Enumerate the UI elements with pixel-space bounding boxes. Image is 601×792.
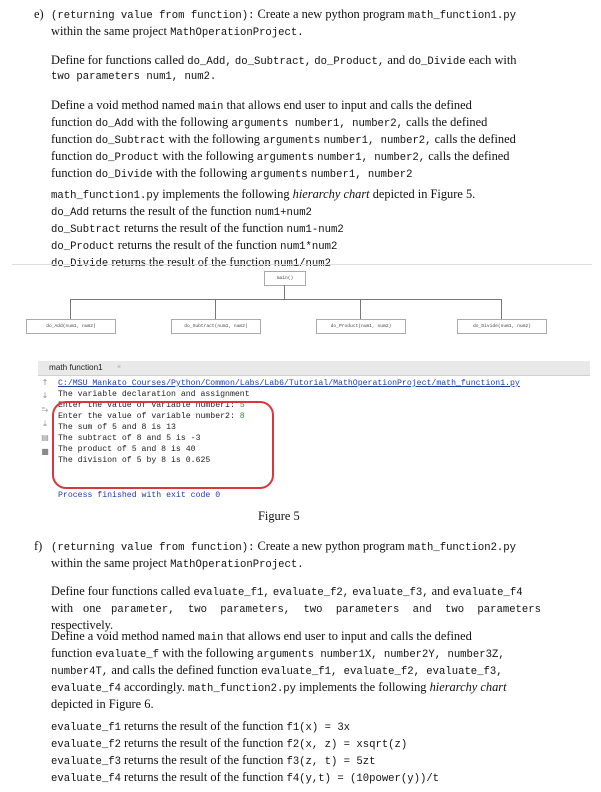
hierarchy-chart-word: hierarchy chart bbox=[292, 187, 370, 201]
with-following: with the following bbox=[136, 115, 229, 129]
hierarchy-chart-f: hierarchy chart bbox=[429, 680, 507, 694]
r1-fn: evaluate_f1 bbox=[51, 722, 121, 734]
and-calls: and calls the defined function bbox=[111, 663, 258, 677]
section-e-heading bbox=[51, 7, 541, 41]
chart-connector bbox=[70, 299, 71, 319]
console-line-7: The division of 5 by 8 is 0.625 bbox=[58, 456, 211, 465]
heading-f-text: Create a new python program bbox=[257, 539, 405, 553]
with-following-3: with the following bbox=[162, 149, 254, 163]
ret-prod-expr: num1*num2 bbox=[280, 241, 338, 253]
define-four-paragraph bbox=[51, 584, 541, 633]
depicted-fig6: depicted in Figure 6. bbox=[51, 697, 154, 711]
chart-connector bbox=[215, 299, 216, 319]
heading-text: Create a new python program bbox=[257, 7, 405, 21]
r4-expr: f4(y,t) = (10power(y))/t bbox=[286, 773, 440, 785]
ret-prod-fn: do_Product bbox=[51, 241, 115, 253]
run-console bbox=[38, 361, 590, 507]
returns-f-list bbox=[51, 719, 541, 787]
ev1: evaluate_f1, bbox=[193, 587, 270, 599]
two-params: two parameters num1, num2. bbox=[51, 71, 217, 83]
implements-tail: implements the following bbox=[162, 187, 290, 201]
within-f-text: within the same project bbox=[51, 556, 167, 570]
project-name: MathOperationProject. bbox=[170, 27, 304, 39]
hierarchy-chart bbox=[12, 264, 592, 345]
fn-add: do_Add, bbox=[187, 56, 232, 68]
ret-sub-fn: do_Subtract bbox=[51, 224, 121, 236]
console-tab-label: math function1 bbox=[49, 363, 103, 372]
chart-node-subtract: do_Subtract(num1, num2) bbox=[171, 319, 261, 334]
input-number1: 5 bbox=[239, 401, 245, 410]
define-functions-paragraph bbox=[51, 53, 541, 85]
section-f-label: f) bbox=[34, 539, 43, 553]
args-prod: number1, number2, bbox=[317, 152, 426, 164]
void-1a: Define a void method named bbox=[51, 98, 195, 112]
chart-connector bbox=[70, 299, 501, 300]
defined-word-2: defined bbox=[472, 149, 510, 163]
program-name-ref: math_function1.py bbox=[51, 190, 160, 202]
evaluate-f: evaluate_f bbox=[95, 649, 159, 661]
implements-f: implements the following bbox=[299, 680, 427, 694]
with-following-4: with the following bbox=[155, 166, 248, 180]
close-icon[interactable]: × bbox=[117, 364, 122, 371]
input-number2: 8 bbox=[239, 412, 245, 421]
ret-sub-expr: num1-num2 bbox=[286, 224, 344, 236]
ev4-ref: evaluate_f4 bbox=[51, 683, 121, 695]
fn-divide: do_Divide bbox=[408, 56, 466, 68]
chart-node-divide: do_Divide(num1, num2) bbox=[457, 319, 547, 334]
console-path[interactable]: C:/MSU Mankato Courses/Python/Common/Labs/Lab6/Tutorial/MathOperationProject/math_function1.py bbox=[58, 379, 520, 388]
fn-div-ref: do_Divide bbox=[95, 169, 153, 181]
arguments-word: arguments bbox=[263, 135, 321, 147]
chart-connector bbox=[360, 299, 361, 319]
chart-node-add: do_Add(num1, num2) bbox=[26, 319, 116, 334]
fn-product: do_Product, bbox=[314, 56, 385, 68]
args-sub: number1, number2, bbox=[323, 135, 432, 147]
function-f-word: function bbox=[51, 646, 93, 660]
chart-connector bbox=[501, 299, 502, 319]
ev4: evaluate_f4 bbox=[452, 587, 523, 599]
r2-expr: f2(x, z) = xsqrt(z) bbox=[286, 739, 408, 751]
wrap-icon[interactable]: ⥱ bbox=[41, 405, 49, 414]
r1-text: returns the result of the function bbox=[124, 719, 284, 733]
function-word-2: function bbox=[51, 132, 93, 146]
calls-the-2: calls the bbox=[428, 149, 470, 163]
program-name: math_function1.py bbox=[407, 10, 516, 22]
r3-fn: evaluate_f3 bbox=[51, 756, 121, 768]
r2-fn: evaluate_f2 bbox=[51, 739, 121, 751]
fn-prod-ref: do_Product bbox=[95, 152, 159, 164]
function-word-3: function bbox=[51, 149, 93, 163]
void-f-b: that allows end user to input and calls the defined bbox=[226, 629, 472, 643]
r1-expr: f1(x) = 3x bbox=[286, 722, 351, 734]
ret-add-expr: num1+num2 bbox=[254, 207, 312, 219]
ret-sub-text: returns the result of the function bbox=[124, 221, 284, 235]
args-div: number1, number2 bbox=[310, 169, 413, 181]
chart-connector bbox=[284, 285, 285, 299]
void-method-paragraph bbox=[51, 98, 541, 183]
returns-list bbox=[51, 187, 541, 272]
ret-prod-text: returns the result of the function bbox=[117, 238, 277, 252]
r3-expr: f3(z, t) = 5zt bbox=[286, 756, 376, 768]
section-f-heading bbox=[51, 539, 541, 573]
defined-word: defined bbox=[450, 115, 488, 129]
args-f-2: number4T, bbox=[51, 666, 109, 678]
heading-code: (returning value from function): bbox=[51, 10, 255, 22]
console-line-6: The product of 5 and 8 is 40 bbox=[58, 445, 196, 454]
print-icon[interactable]: ▤ bbox=[41, 433, 49, 442]
program2-name: math_function2.py bbox=[407, 542, 516, 554]
fn-add-ref: do_Add bbox=[95, 118, 134, 130]
ret-add-fn: do_Add bbox=[51, 207, 90, 219]
r3-text: returns the result of the function bbox=[124, 753, 284, 767]
function-word-4: function bbox=[51, 166, 93, 180]
console-tab[interactable] bbox=[38, 361, 590, 376]
calls-defined: calls the defined bbox=[434, 132, 516, 146]
fn-subtract: do_Subtract, bbox=[234, 56, 312, 68]
fn-sub-ref: do_Subtract bbox=[95, 135, 166, 147]
and-f-word: and bbox=[431, 584, 450, 598]
console-line-1: The variable declaration and assignment bbox=[58, 390, 250, 399]
console-line-5: The subtract of 8 and 5 is -3 bbox=[58, 434, 201, 443]
section-e-label: e) bbox=[34, 7, 44, 21]
args-add: arguments number1, number2, bbox=[231, 118, 403, 130]
main-word: main bbox=[197, 101, 224, 113]
ev2: evaluate_f2, bbox=[272, 587, 350, 599]
highlight-oval bbox=[52, 401, 274, 489]
with-one: with one bbox=[51, 601, 101, 615]
void-1b: that allows end user to input and calls the defined bbox=[226, 98, 472, 112]
prompt-number1: Enter the value of variable number1: bbox=[58, 401, 240, 410]
ev3: evaluate_f3, bbox=[352, 587, 429, 599]
chart-node-product: do_Product(num1, num2) bbox=[316, 319, 406, 334]
depicted-fig5: depicted in Figure 5. bbox=[372, 187, 476, 201]
accordingly: accordingly. bbox=[124, 680, 185, 694]
and-word: and bbox=[387, 53, 406, 67]
delete-icon[interactable]: ■ bbox=[41, 447, 49, 456]
params-list: parameter, two parameters, two parameters and two parameters bbox=[111, 604, 541, 616]
ret-div-fn: do_Divide bbox=[51, 258, 109, 270]
r4-text: returns the result of the function bbox=[124, 770, 284, 784]
arrow-down-icon[interactable]: ↓ bbox=[41, 391, 49, 400]
ret-add-text: returns the result of the function bbox=[92, 204, 252, 218]
respectively: respectively. bbox=[51, 618, 114, 632]
with-following-2: with the following bbox=[168, 132, 260, 146]
r2-text: returns the result of the function bbox=[124, 736, 284, 750]
ret-div-expr: num1/num2 bbox=[273, 258, 331, 270]
program2-ref: math_function2.py bbox=[187, 683, 297, 695]
figure-5-caption: Figure 5 bbox=[258, 509, 300, 523]
args-f-1: arguments number1X, number2Y, number3Z, bbox=[256, 649, 505, 661]
console-line-4: The sum of 5 and 8 is 13 bbox=[58, 423, 176, 432]
chart-node-main: main() bbox=[264, 271, 306, 286]
arrow-up-icon[interactable]: ↑ bbox=[41, 378, 49, 387]
main-f-word: main bbox=[197, 632, 224, 644]
each-with: each with bbox=[468, 53, 517, 67]
void-f-a: Define a void method named bbox=[51, 629, 195, 643]
r4-fn: evaluate_f4 bbox=[51, 773, 121, 785]
console-finished: Process finished with exit code 0 bbox=[58, 491, 221, 500]
arguments-word-3: arguments bbox=[250, 169, 308, 181]
define-intro: Define for functions called bbox=[51, 53, 185, 67]
arguments-word-2: arguments bbox=[256, 152, 314, 164]
void-method-f-paragraph bbox=[51, 629, 541, 712]
prompt-number2: Enter the value of variable number2: bbox=[58, 412, 240, 421]
ret-div-text: returns the result of the function bbox=[111, 255, 271, 269]
heading-f-code: (returning value from function): bbox=[51, 542, 255, 554]
calls-the: calls the bbox=[406, 115, 448, 129]
within-text: within the same project bbox=[51, 24, 167, 38]
scroll-end-icon[interactable]: ⤓ bbox=[43, 419, 47, 428]
define-four: Define four functions called bbox=[51, 584, 191, 598]
project-f-name: MathOperationProject. bbox=[170, 559, 304, 571]
function-word: function bbox=[51, 115, 93, 129]
list-fns: evaluate_f1, evaluate_f2, evaluate_f3, bbox=[261, 666, 503, 678]
with-following-f: with the following bbox=[162, 646, 254, 660]
